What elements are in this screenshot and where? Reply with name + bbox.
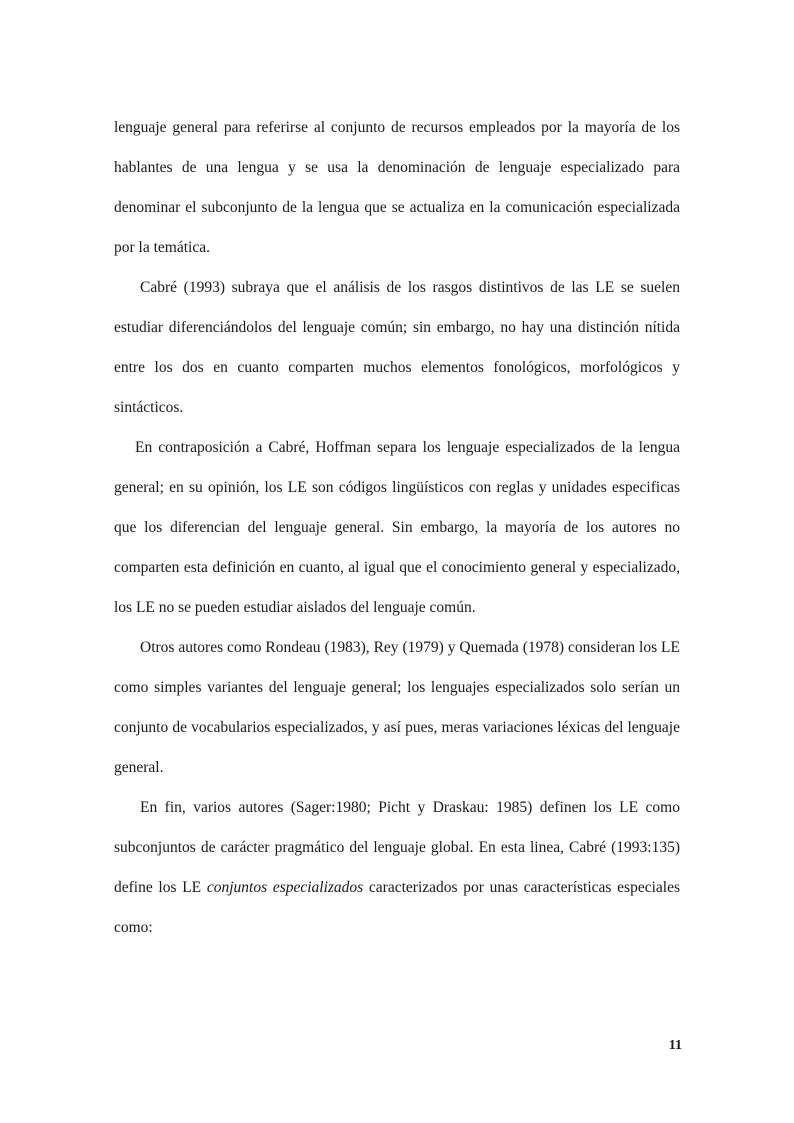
emphasis-conjuntos-especializados: conjuntos especializados: [206, 879, 364, 896]
body-text: [114, 108, 680, 948]
page-number: 11: [668, 1038, 682, 1053]
paragraph-3: En contraposición a Cabré, Hoffman separa los lenguaje especializados de la lengua general; en su opinión, los LE son códigos lingüísticos con reglas y unidades especificas que los diferencian del lenguaje general. Sin embargo, la mayoría de los autores no comparten esta definición en cuanto, al igual que el conocimiento general y especializado, los LE no se pueden estudiar aislados del lenguaje común.: [114, 439, 680, 616]
paragraph-1: lenguaje general para referirse al conjunto de recursos empleados por la mayoría de los hablantes de una lengua y se usa la denominación de lenguaje especializado para denominar el subconjunto de la lengua que se actualiza en la comunicación especializada por la temática.: [114, 119, 680, 256]
paragraph-5-text-before: En fin, varios autores (Sager:1980; Picht y Draskau: 1985) definen los LE como subconjuntos de carácter pragmático del lenguaje global. En esta linea, Cabré (1993:135) define los LE: [114, 799, 680, 896]
paragraph-4: Otros autores como Rondeau (1983), Rey (1979) y Quemada (1978) consideran los LE como simples variantes del lenguaje general; los lenguajes especializados solo serían un conjunto de vocabularios especializados, y así pues, meras variaciones léxicas del lenguaje general.: [114, 639, 680, 776]
paragraph-5: [114, 788, 680, 948]
paragraph-2: Cabré (1993) subraya que el análisis de los rasgos distintivos de las LE se suelen estudiar diferenciándolos del lenguaje común; sin embargo, no hay una distinción nítida entre los dos en cuanto comparten muchos elementos fonológicos, morfológicos y sintácticos.: [114, 279, 680, 416]
paragraph-5-text-after: caracterizados por unas características especiales como:: [114, 879, 680, 936]
